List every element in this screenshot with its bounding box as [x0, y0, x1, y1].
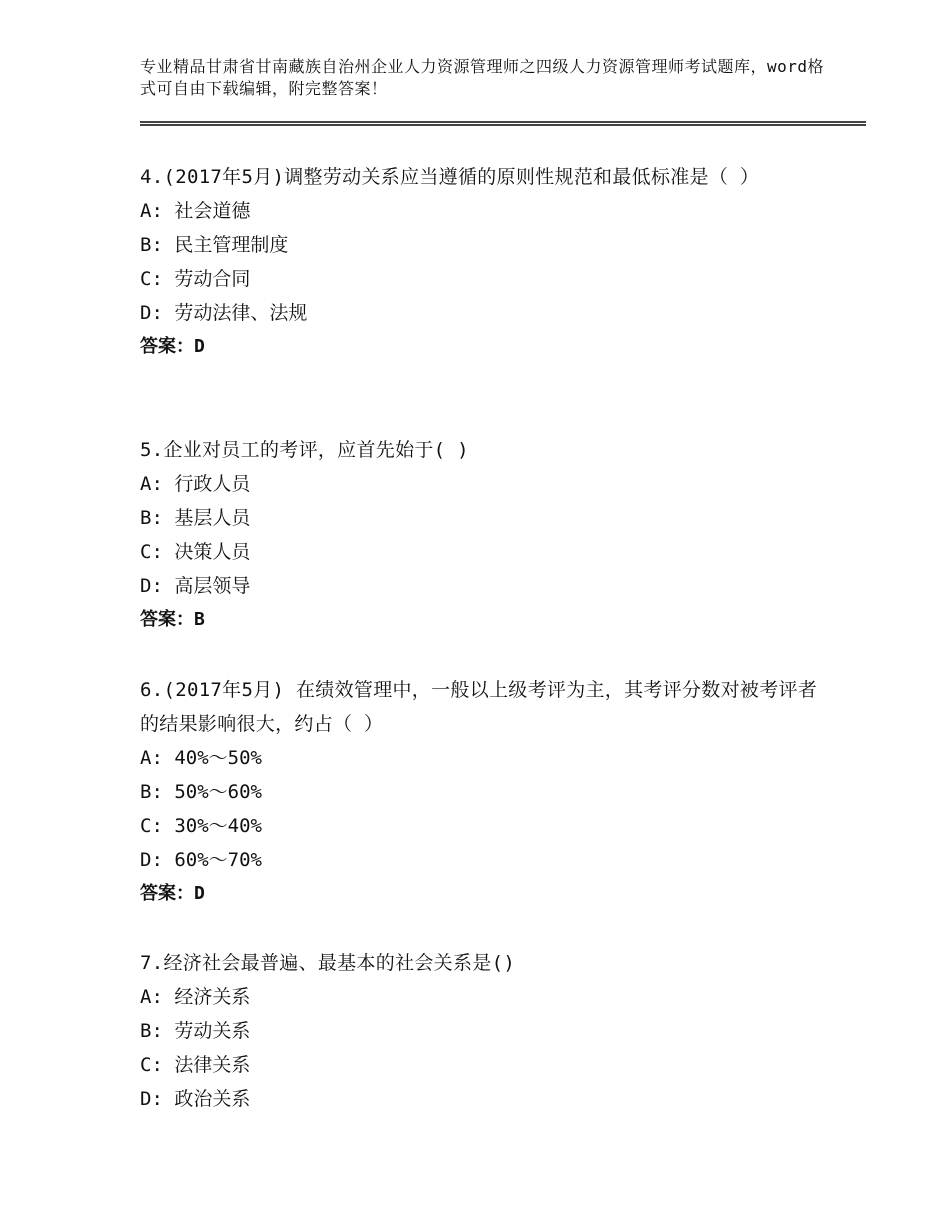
answer-value: D [194, 336, 205, 357]
question-stem: 7.经济社会最普遍、最基本的社会关系是() [140, 952, 516, 974]
option-b: B: 劳动关系 [140, 1020, 251, 1042]
question-6 [140, 673, 830, 911]
document-header: 专业精品甘肃省甘南藏族自治州企业人力资源管理师之四级人力资源管理师考试题库，word格式可自由下载编辑，附完整答案！ [140, 57, 825, 98]
option-c: C: 30%～40% [140, 815, 262, 837]
answer-value: D [194, 883, 205, 904]
option-c: C: 劳动合同 [140, 268, 251, 290]
option-d: D: 高层领导 [140, 575, 251, 597]
option-d: D: 60%～70% [140, 849, 262, 871]
answer-value: B [194, 609, 205, 630]
question-7 [140, 946, 830, 1116]
answer-label: 答案： [140, 336, 194, 357]
question-4 [140, 160, 830, 364]
option-c: C: 法律关系 [140, 1054, 251, 1076]
header-divider [140, 121, 866, 126]
answer-label: 答案： [140, 609, 194, 630]
option-a: A: 40%～50% [140, 747, 262, 769]
answer-label: 答案： [140, 883, 194, 904]
option-d: D: 劳动法律、法规 [140, 302, 308, 324]
option-c: C: 决策人员 [140, 541, 251, 563]
question-stem: 5.企业对员工的考评，应首先始于( ) [140, 439, 469, 461]
option-b: B: 50%～60% [140, 781, 262, 803]
question-stem: 4.(2017年5月)调整劳动关系应当遵循的原则性规范和最低标准是（ ） [140, 166, 760, 188]
question-5 [140, 433, 830, 637]
answer-line [140, 877, 830, 911]
option-a: A: 经济关系 [140, 986, 251, 1008]
option-b: B: 基层人员 [140, 507, 251, 529]
answer-line [140, 603, 830, 637]
question-stem: 6.(2017年5月) 在绩效管理中，一般以上级考评为主，其考评分数对被考评者的结果影响很大，约占（ ） [140, 679, 818, 735]
answer-line [140, 330, 830, 364]
option-b: B: 民主管理制度 [140, 234, 289, 256]
option-a: A: 社会道德 [140, 200, 251, 222]
option-d: D: 政治关系 [140, 1088, 251, 1110]
option-a: A: 行政人员 [140, 473, 251, 495]
